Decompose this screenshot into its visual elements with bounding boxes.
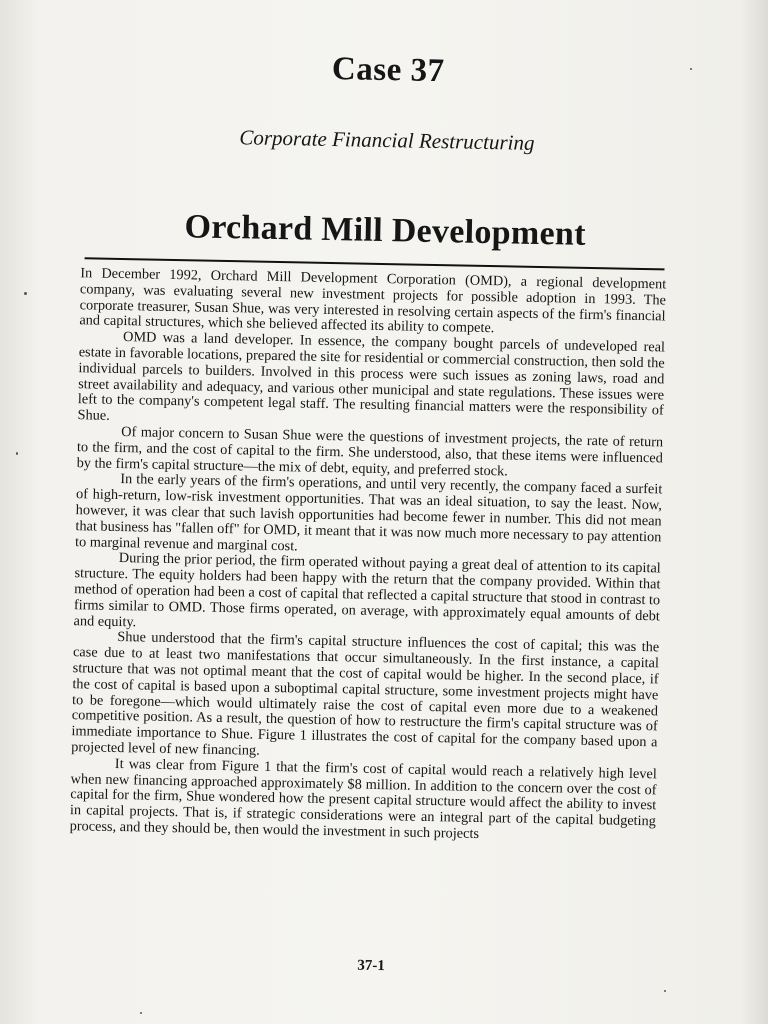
paragraph-land-developer: OMD was a land developer. In essence, the company bought parcels of undeveloped real estate in favorable locations, prepared the site for residential or commercial construction, then sold the individual parcels to builders. Involved in this process were such issues as zoning laws, road and street availability and adequacy, and various other municipal and state regulations. These issues were left to the company's competent legal staff. The resulting financial matters were the responsibility of Shue. — [77, 329, 666, 424]
scan-speck — [664, 990, 666, 992]
paragraph-intro: In December 1992, Orchard Mill Development Corporation (OMD), a regional development company, was evaluating several new investment projects for possible adoption in 1993. The corporate treasurer, Susan Shue, was very interested in resolving certain aspects of the firm's financial and capital structures, which she believed affected its ability to compete. — [79, 265, 667, 337]
case-subtitle: Corporate Financial Restructuring — [239, 125, 535, 155]
scan-speck — [140, 1012, 142, 1014]
paragraph-major-concern: Of major concern to Susan Shue were the questions of investment projects, the rate of return to the firm, and the cost of capital to the firm. She understood, also, that these items were influenced by the firm's capital structure—the mix of debt, equity, and preferred stock. — [76, 423, 664, 480]
paragraph-figure-1: It was clear from Figure 1 that the firm's cost of capital would reach a relatively high level when new financing approached approximately $8 million. In addition to the concern over the cost of capital for the firm, Shue wondered how the present capital structure would affect the ability to invest in capital projects. That is, if strategic considerations were an integral part of the capital budgeting process, and they should be, then would the investment in such projects — [69, 755, 657, 842]
page-number: 37-1 — [357, 957, 385, 975]
scan-speck — [16, 452, 18, 455]
paragraph-prior-period: During the prior period, the firm operated without paying a great deal of attention to its capital structure. The equity holders had been happy with the return that the company provided. Within that method of operation had been a cost of capital that reflected a capital structure that stood in contrast to firms similar to OMD. Those firms operated, on average, with approximately equal amounts of debt and equity. — [73, 550, 661, 630]
article-title: Orchard Mill Development — [184, 208, 587, 253]
paragraph-early-years: In the early years of the firm's operations, and until very recently, the company faced a surfeit of high-return, low-risk investment opportunities. That was an ideal situation, to say the least. Now, however, it was clear that such lavish opportunities had become fewer in number. This did not mean that business has "fallen off" for OMD, it meant that it was now much more necessary to pay attention to marginal revenue and marginal cost. — [74, 471, 663, 554]
scan-speck — [24, 292, 27, 295]
scan-speck — [690, 68, 692, 70]
case-title: Case 37 — [331, 51, 445, 90]
article-body — [70, 266, 667, 846]
paragraph-capital-structure: Shue understood that the firm's capital structure influences the cost of capital; this was the case due to at least two manifestations that occur simultaneously. In the first instance, a capital structure that was not optimal meant that the cost of capital would be higher. In the second place, if the cost of capital is based upon a suboptimal capital structure, some investment projects might have to be foregone—which would ultimately raise the cost of capital even more due to a weakened competitive position. As a result, the question of how to restructure the firm's capital structure was of immediate importance to Shue. Figure 1 illustrates the cost of capital for the company based upon a projected level of new financing. — [71, 629, 660, 759]
